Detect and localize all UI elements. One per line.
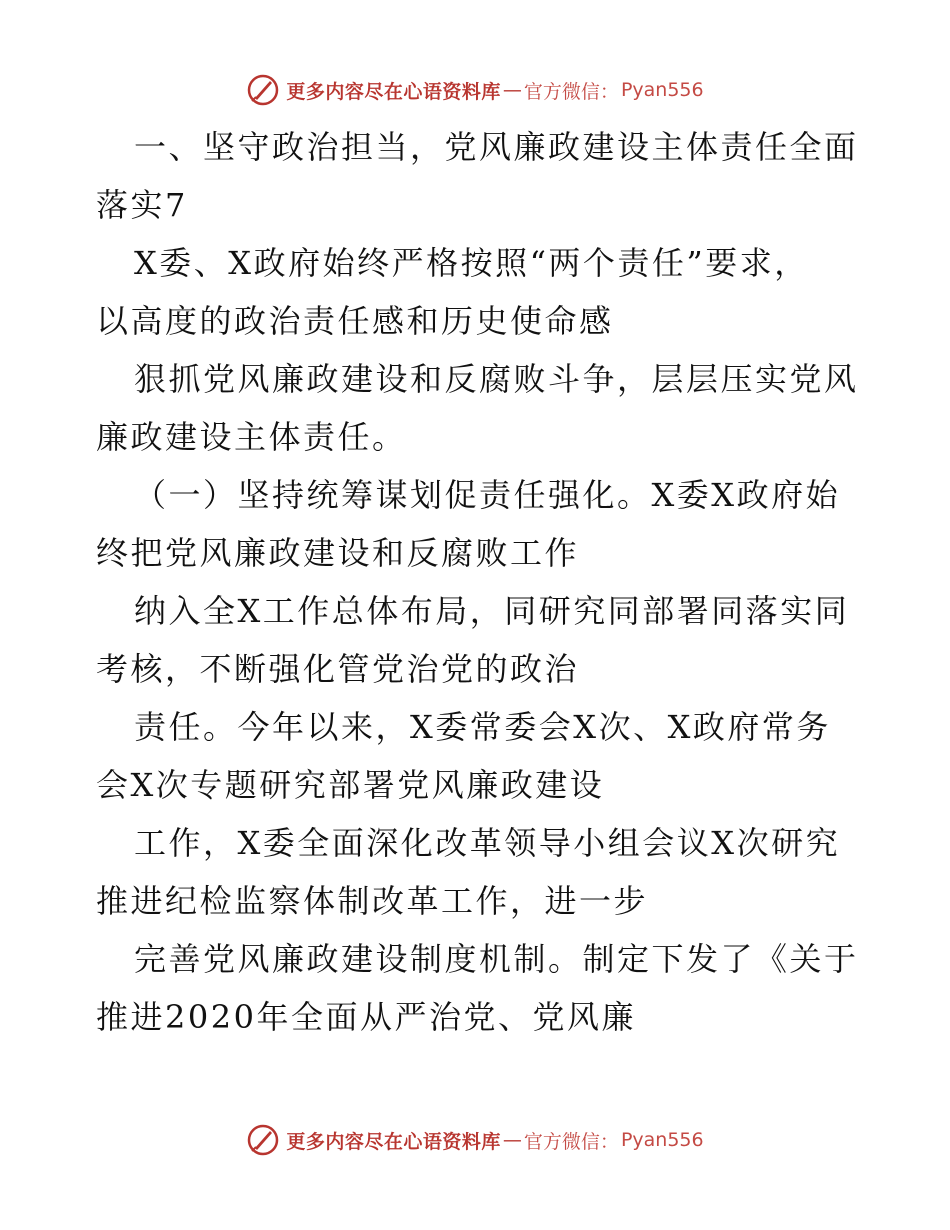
document-body [96,118,859,1046]
header-brand-text: 更多内容尽在心语资料库 [286,80,501,103]
body-line: 终把党风廉政建设和反腐败工作 [96,534,580,572]
header-dash: — [502,79,522,101]
body-line: 廉政建设主体责任。 [96,418,407,456]
body-line: 责任。今年以来，X委常委会X次、X政府常务 [134,708,831,746]
body-line: 推进2020年全面从严治党、党风廉 [96,998,636,1036]
header-watermark [0,70,950,110]
body-line: 推进纪检监察体制改革工作，进一步 [96,882,649,920]
feather-pen-icon [246,73,280,107]
header-wechat-label: 官方微信： [523,80,619,103]
body-line: 以高度的政治责任感和历史使命感 [96,302,614,340]
header-wechat-id: Pyan556 [620,79,704,101]
footer-watermark [0,1120,950,1160]
body-line: 完善党风廉政建设制度机制。制定下发了《关于 [134,940,859,978]
body-line: 考核，不断强化管党治党的政治 [96,650,580,688]
body-line: 纳入全X工作总体布局，同研究同部署同落实同 [134,592,850,630]
footer-wechat-label: 官方微信： [523,1130,619,1153]
body-line: 会X次专题研究部署党风廉政建设 [96,766,605,804]
body-line: X委、X政府始终严格按照“两个责任”要求， [134,244,809,282]
feather-pen-icon [246,1123,280,1157]
body-line: 一、坚守政治担当，党风廉政建设主体责任全面 [134,128,859,166]
body-line: 狠抓党风廉政建设和反腐败斗争，层层压实党风 [134,360,859,398]
body-line: 工作，X委全面深化改革领导小组会议X次研究 [134,824,841,862]
body-line: （一）坚持统筹谋划促责任强化。X委X政府始 [134,476,841,514]
body-line: 落实7 [96,186,188,224]
footer-wechat-id: Pyan556 [620,1129,704,1151]
footer-dash: — [502,1129,522,1151]
footer-brand-text: 更多内容尽在心语资料库 [286,1130,501,1153]
